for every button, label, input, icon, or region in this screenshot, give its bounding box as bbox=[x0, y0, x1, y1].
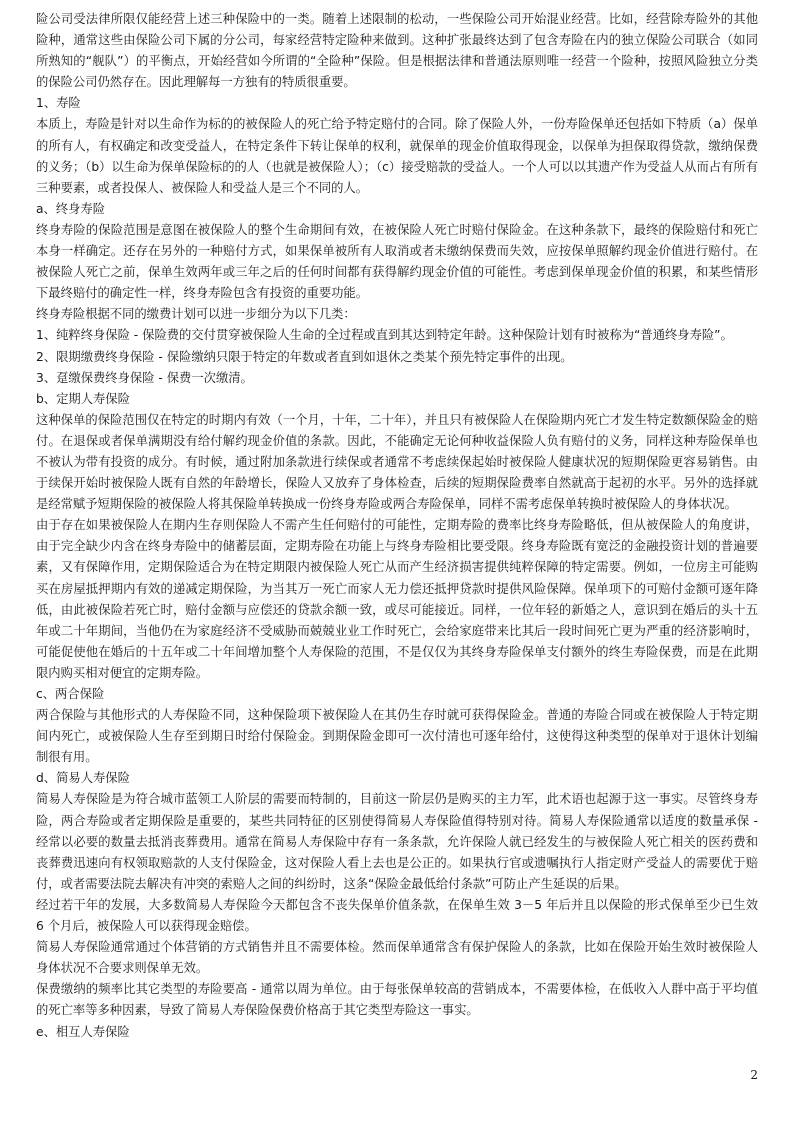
subsection-heading-whole-life: a、终身寿险 bbox=[36, 201, 106, 216]
subsection-heading-industrial-life: d、简易人寿保险 bbox=[36, 771, 130, 786]
paragraph-intro: 险公司受法律所限仅能经营上述三种保险中的一类。随着上述限制的松动，一些保险公司开始混业经营。比如，经营除寿险外的其他险种，通常这些由保险公司下属的分公司，每家经营特定险种来做到。这种扩张最终达到了包含寿险在内的独立保险公司联合（如同所熟知的“舰队”）的平衡点，开始经营如今所谓的“全险种”保险。但是根据法律和普通法原则唯一经营一个险种，按照风险独立分类的保险公司仍然存在。因此理解每一方独有的特质很重要。 bbox=[36, 12, 758, 90]
subsection-heading-endowment: c、两合保险 bbox=[36, 687, 105, 701]
list-item-single-premium: 3、趸缴保费终身保险 - 保费一次缴清。 bbox=[36, 370, 253, 385]
paragraph-industrial-life-1: 简易人寿保险是为符合城市蓝领工人阶层的需要而特制的，目前这一阶层仍是购买的主力军，此术语也起源于这一事实。尽管终身寿险，两合寿险或者定期保险是重要的，某些共同特征的区别使得简易人寿保险值得特别对待。简易人寿保险通常以适度的数量承保 - 经常以必要的数量去抵消丧葬费用。通常在简易人寿保险中存有一条条款，允许保险人就已经发生的与被保险人死亡相关的医药费和丧葬费迅速向有权领取赔款的人支付保险金，这对保险人看上去也是公正的。如果执行官或遗嘱执行人指定财产受益人的需要优于赔付，或者需要法院去解决有冲突的索赔人之间的纠纷时，这条“保险金最低给付条款”可防止产生延误的后果。 bbox=[36, 792, 758, 891]
paragraph-industrial-life-3: 简易人寿保险通常通过个体营销的方式销售并且不需要体检。然而保单通常含有保护保险人的条款，比如在保险开始生效时被保险人身体状况不合要求则保单无效。 bbox=[36, 940, 758, 976]
section-heading-life-insurance: 1、寿险 bbox=[36, 96, 81, 111]
list-item-limited-payment: 2、限期缴费终身保险 - 保险缴纳只限于特定的年数或者直到如退休之类某个预先特定事件的出现。 bbox=[36, 349, 573, 364]
list-item-pure-whole-life: 1、纯粹终身保险 - 保险费的交付贯穿被保险人生命的全过程或直到其达到特定年龄。这种保险计划有时被称为“普通终身寿险”。 bbox=[36, 328, 733, 343]
subsection-heading-mutual-life: e、相互人寿保险 bbox=[36, 1024, 130, 1039]
paragraph-whole-life: 终身寿险的保险范围是意图在被保险人的整个生命期间有效，在被保险人死亡时赔付保险金。在这种条款下，最终的保险赔付和死亡本身一样确定。还存在另外的一种赔付方式，如果保单被所有人取消或者未缴纳保费而失效，应按保单照解约现金价值进行赔付。在被保险人死亡之前，保单生效两年或三年之后的任何时间都有获得解约现金价值的可能性。考虑到保单现金价值的积累，和某些情形下最终赔付的确定性一样，终身寿险包含有投资的重要功能。 bbox=[36, 222, 758, 301]
paragraph-term-life-1: 这种保单的保险范围仅在特定的时期内有效（一个月，十年，二十年），并且只有被保险人在保险期内死亡才发生特定数额保险金的赔付。在退保或者保单满期没有给付解约现金价值的条款。因此，不能确定无论何种收益保险人负有赔付的义务，同样这种寿险保单也不被认为带有投资的成分。有时候，通过附加条款进行续保或者通常不考虑续保起始时被保险人健康状况的短期保险更容易销售。由于续保开始时被保险人既有自然的年龄增长，保险人又放弃了身体检查，后续的短期保险费率自然就高于起初的水平。另外的选择就是经常赋予短期保险的被保险人将其保险单转换成一份终身寿险或两合寿险保单，同样不需考虑保单转换时被保险人的身体状况。 bbox=[36, 412, 758, 512]
subsection-heading-term-life: b、定期人寿保险 bbox=[36, 391, 130, 406]
paragraph-industrial-life-4: 保费缴纳的频率比其它类型的寿险要高 - 通常以周为单位。由于每张保单较高的营销成本，不需要体检，在低收入人群中高于平均值的死亡率等多种因素，导致了简易人寿保险保费价格高于其它类型寿险这一事实。 bbox=[36, 982, 758, 1018]
page-number: 2 bbox=[750, 1068, 758, 1082]
paragraph-life-insurance: 本质上，寿险是针对以生命作为标的的被保险人的死亡给予特定赔付的合同。除了保险人外，一份寿险保单还包括如下特质（a）保单的所有人，有权确定和改变受益人，在特定条件下转让保单的权利，就保单的现金价值取得现金，以保单为担保取得贷款，缴纳保费的义务；（b）以生命为保单保险标的的人（也就是被保险人）；（c）接受赔款的受益人。一个人可以以其遗产作为受益人从而占有所有三种要素，或者投保人、被保险人和受益人是三个不同的人。 bbox=[36, 117, 758, 195]
page-body bbox=[36, 9, 758, 1043]
paragraph-industrial-life-2: 经过若干年的发展，大多数简易人寿保险今天都包含不丧失保单价值条款，在保单生效 3－5 年后并且以保险的形式保单至少已生效 6 个月后，被保险人可以获得现金赔偿。 bbox=[36, 897, 758, 934]
paragraph-whole-life-categories: 终身寿险根据不同的缴费计划可以进一步细分为以下几类： bbox=[36, 307, 356, 322]
paragraph-term-life-2: 由于存在如果被保险人在期内生存则保险人不需产生任何赔付的可能性，定期寿险的费率比终身寿险略低，但从被保险人的角度讲，由于完全缺少内含在终身寿险中的储蓄层面，定期寿险在功能上与终身寿险相比要受限。终身寿险既有宽泛的金融投资计划的普遍要素，又有保障作用，定期保险适合为在特定期限内被保险人死亡从而产生经济损害提供纯粹保障的特定需要。例如，一位房主可能购买在房屋抵押期内有效的递减定期保险，为当其万一死亡而家人无力偿还抵押贷款时提供风险保障。保单项下的可赔付金额可逐年降低，由此被保险若死亡时，赔付金额与应偿还的贷款余额一致，或尽可能接近。同样，一位年轻的新婚之人，意识到在婚后的头十五年或二十年期间，当他仍在为家庭经济不受威胁而兢兢业业工作时死亡，会给家庭带来比其后一段时间死亡更为严重的经济影响时，可能促使他在婚后的十五年或二十年间增加整个人寿保险的范围，不是仅仅为其终身寿险保单支付额外的终生寿险保费，而是在此期限内购买相对便宜的定期寿险。 bbox=[36, 518, 758, 680]
paragraph-endowment: 两合保险与其他形式的人寿保险不同，这种保险项下被保险人在其仍生存时就可获得保险金。普通的寿险合同或在被保险人于特定期间内死亡，或被保险人生存至到期日时给付保险金。到期保险金即可一次付清也可逐年给付，这使得这种类型的保单对于退休计划编制很有用。 bbox=[36, 708, 758, 765]
